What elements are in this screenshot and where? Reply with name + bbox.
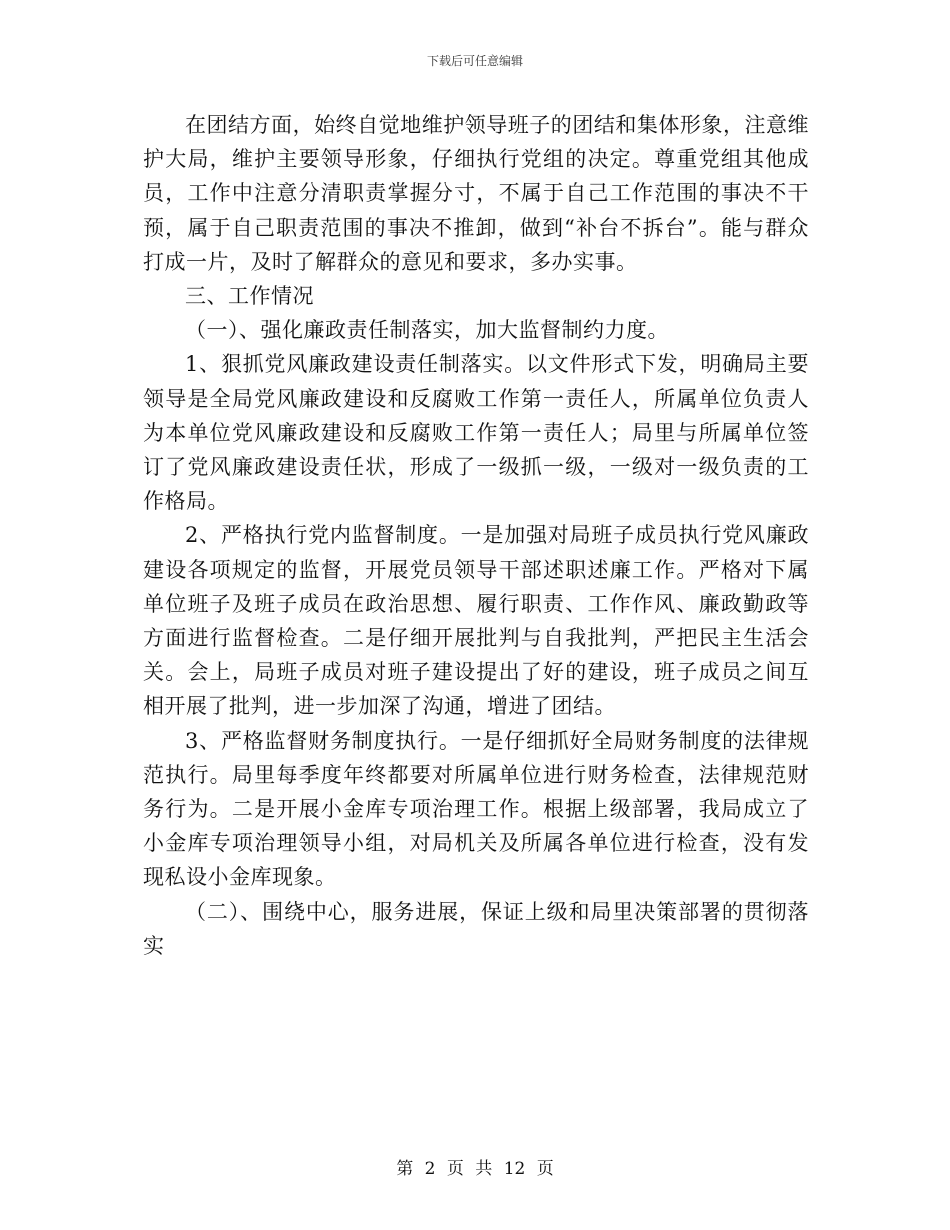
section-heading-work-status: 三、工作情况: [185, 284, 314, 309]
subheading-1: （一）、强化廉政责任制落实，加大监督制约力度。: [185, 318, 669, 343]
paragraph-item-1: 1、狠抓党风廉政建设责任制落实。以文件形式下发，明确局主要领导是全局党风廉政建设和反腐败工作第一责任人，所属单位负责人为本单位党风廉政建设和反腐败工作第一责任人；局里与所属单位签订了党风廉政建设责任状，形成了一级抓一级，一级对一级负责的工作格局。: [143, 352, 809, 514]
document-body: [143, 108, 809, 963]
subheading-2: （二）、围绕中心，服务进展，保证上级和局里决策部署的贯彻落实: [143, 899, 809, 958]
paragraph-item-2: 2、严格执行党内监督制度。一是加强对局班子成员执行党风廉政建设各项规定的监督，开展党员领导干部述职述廉工作。严格对下属单位班子及班子成员在政治思想、履行职责、工作作风、廉政勤政等方面进行监督检查。二是仔细开展批判与自我批判，严把民主生活会关。会上，局班子成员对班子建设提出了好的建设，班子成员之间互相开展了批判，进一步加深了沟通，增进了团结。: [143, 523, 809, 719]
paragraph-item-3: 3、严格监督财务制度执行。一是仔细抓好全局财务制度的法律规范执行。局里每季度年终都要对所属单位进行财务检查，法律规范财务行为。二是开展小金库专项治理工作。根据上级部署，我局成立了小金库专项治理领导小组，对局机关及所属各单位进行检查，没有发现私设小金库现象。: [143, 728, 809, 890]
page-header: 下载后可任意编辑: [426, 54, 523, 68]
page-number-footer: 第 2 页 共 12 页: [396, 1159, 554, 1179]
paragraph-unity: 在团结方面，始终自觉地维护领导班子的团结和集体形象，注意维护大局，维护主要领导形象，仔细执行党组的决定。尊重党组其他成员，工作中注意分清职责掌握分寸，不属于自己工作范围的事决不干预，属于自己职责范围的事决不推卸，做到“补台不拆台”。能与群众打成一片，及时了解群众的意见和要求，多办实事。: [143, 113, 809, 274]
